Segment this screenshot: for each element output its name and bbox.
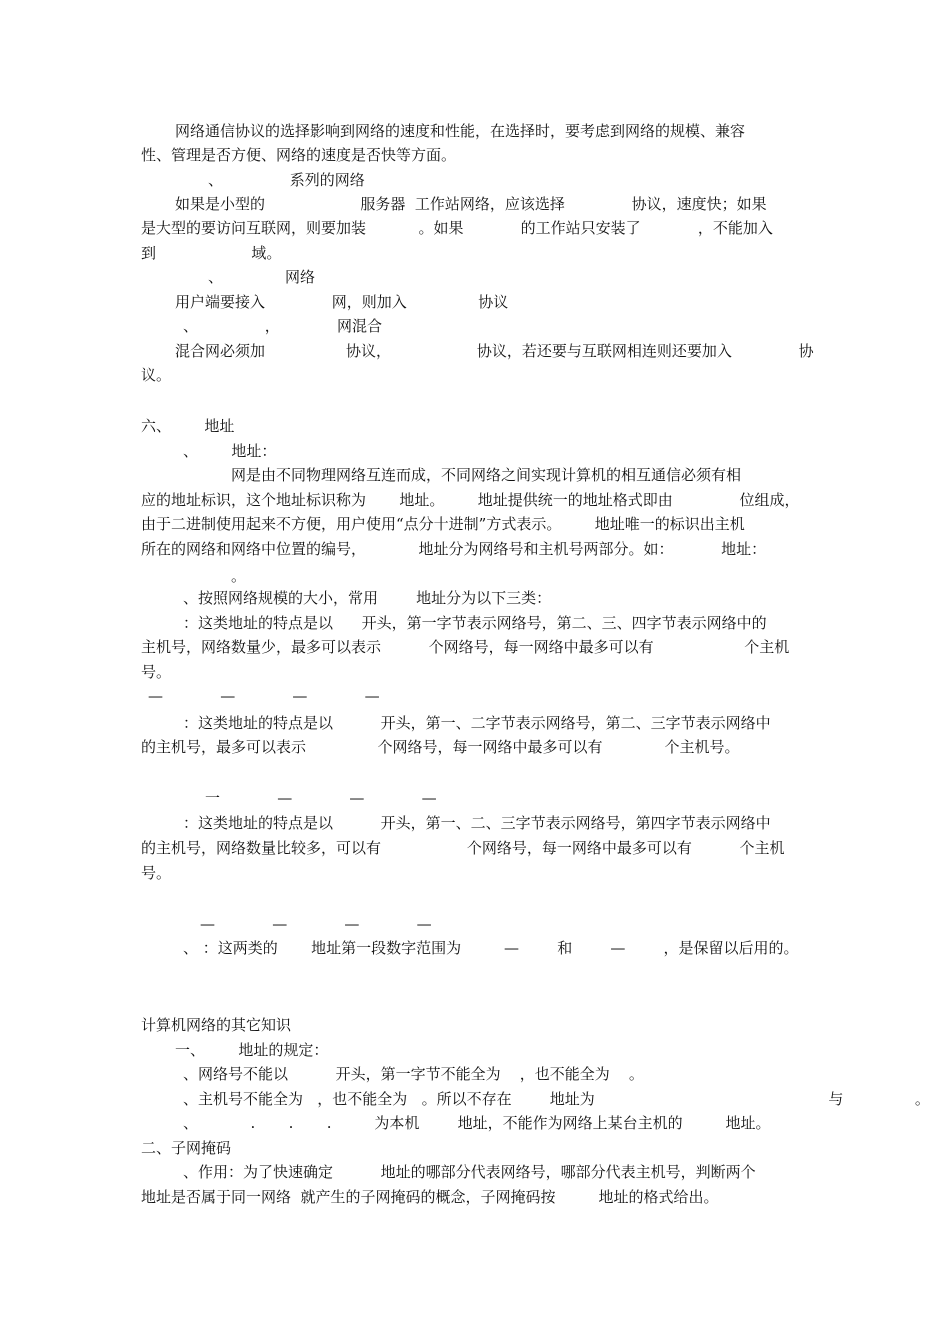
text-line: 的主机号，网络数量比较多，可以有 个网络号，每一网络中最多可以有 个主机 (141, 839, 785, 857)
text-line: 议。 (141, 366, 172, 384)
section-heading: 计算机网络的其它知识 (141, 1016, 292, 1034)
text-line: 网络通信协议的选择影响到网络的速度和性能，在选择时，要考虑到网络的规模、兼容 (175, 122, 746, 140)
text-line: 、 ， 网混合 (183, 317, 382, 335)
text-line: 、网络号不能以 开头，第一字节不能全为 ，也不能全为 。 (183, 1065, 644, 1083)
text-line: 用户端要接入 网，则加入 协议 (175, 293, 509, 311)
text-line: 。 (231, 567, 247, 585)
text-line: 、按照网络规模的大小，常用 地址分为以下三类： (183, 589, 552, 607)
text-line: 混合网必须加 协议， 协议，若还要与互联网相连则还要加入 协 (175, 342, 814, 360)
text-line: 、 网络 (208, 268, 315, 286)
text-line: 所在的网络和网络中位置的编号， 地址分为网络号和主机号两部分。如： 地址： (141, 540, 767, 558)
section-heading: 二、子网掩码 (141, 1139, 232, 1157)
text-line: 性、管理是否方便、网络的速度是否快等方面。 (141, 146, 457, 164)
text-line: 由于二进制使用起来不方便，用户使用“点分十进制”方式表示。 地址唯一的标识出主机 (141, 515, 745, 533)
text-line: 网是由不同物理网络互连而成，不同网络之间实现计算机的相互通信必须有相 (231, 466, 742, 484)
address-range-line: 一 — — — (205, 789, 437, 807)
address-range-line: — — — — (200, 915, 432, 933)
section-heading: 六、 地址 (141, 417, 235, 435)
text-line: ：这类地址的特点是以 开头，第一、二字节表示网络号，第二、三字节表示网络中 (183, 714, 771, 732)
text-line: 、 . . . 为本机 地址，不能作为网络上某台主机的 地址。 (183, 1114, 771, 1132)
text-line: ：这类地址的特点是以 开头，第一、二、三字节表示网络号，第四字节表示网络中 (183, 814, 771, 832)
text-line: 的主机号，最多可以表示 个网络号，每一网络中最多可以有 个主机号。 (141, 738, 740, 756)
text-line: 如果是小型的 服务器 工作站网络，应该选择 协议，速度快；如果 (175, 195, 767, 213)
text-line: 、主机号不能全为 ，也不能全为 。所以不存在 地址为 与 。 (183, 1090, 930, 1108)
text-line: 、 地址： (183, 442, 277, 460)
text-line: 地址是否属于同一网络 就产生的子网掩码的概念，子网掩码按 地址的格式给出。 (141, 1188, 719, 1206)
text-line: 一、 地址的规定： (175, 1041, 329, 1059)
text-line: 、 ：这两类的 地址第一段数字范围为 — 和 — ，是保留以后用的。 (183, 939, 799, 957)
text-line: 应的地址标识，这个地址标识称为 地址。 地址提供统一的地址格式即由 位组成， (141, 491, 800, 509)
text-line: 、 系列的网络 (208, 171, 365, 189)
text-line: ：这类地址的特点是以 开头，第一字节表示网络号，第二、三、四字节表示网络中的 (183, 614, 767, 632)
text-line: 主机号，网络数量少，最多可以表示 个网络号，每一网络中最多可以有 个主机 (141, 638, 790, 656)
text-line: 是大型的要访问互联网，则要加装 。如果 的工作站只安装了 ，不能加入 (141, 219, 773, 237)
address-range-line: — — — — (148, 687, 380, 705)
text-line: 到 域。 (141, 244, 282, 262)
text-line: 号。 (141, 864, 172, 882)
text-line: 号。 (141, 663, 172, 681)
text-line: 、作用：为了快速确定 地址的哪部分代表网络号，哪部分代表主机号，判断两个 (183, 1163, 756, 1181)
